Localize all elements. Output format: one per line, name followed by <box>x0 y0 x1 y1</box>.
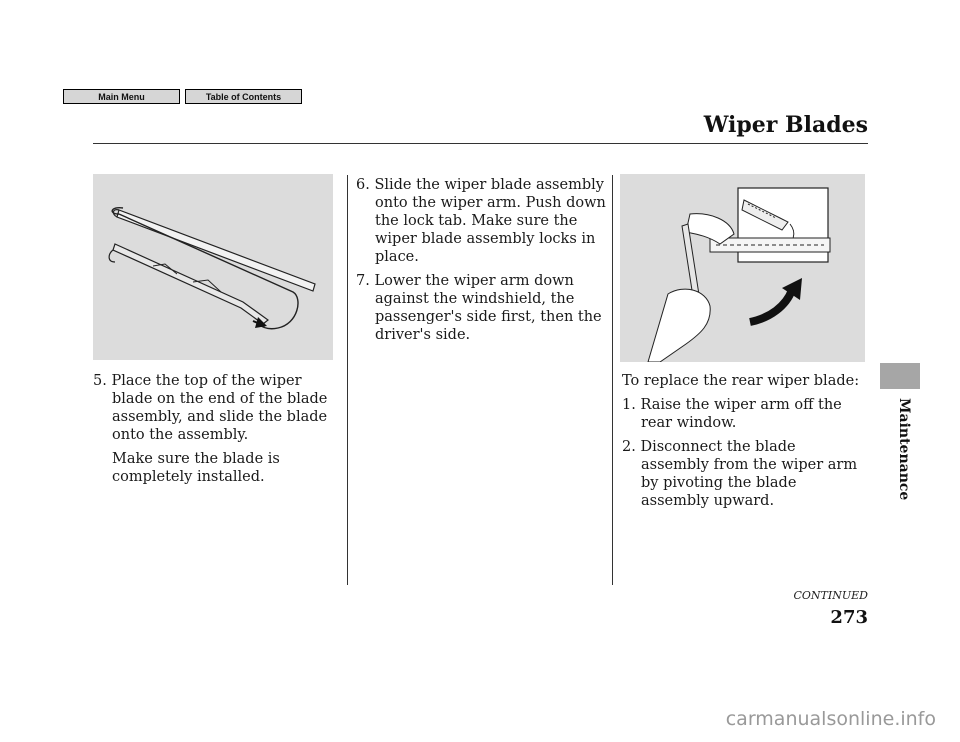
wiper-blade-illustration <box>93 174 333 360</box>
step-7: 7. Lower the wiper arm down against the windshield, the passenger's side first, then the driver's side. <box>356 273 602 343</box>
column-3-text <box>622 372 867 516</box>
step-2: 2. Disconnect the blade assembly from the wiper arm by pivoting the blade assembly upward. <box>622 439 858 509</box>
main-menu-button[interactable]: Main Menu <box>63 89 180 104</box>
wiper-blade-drawing <box>93 174 333 360</box>
column-divider <box>612 175 613 585</box>
rear-wiper-drawing <box>620 174 865 362</box>
step-1: 1. Raise the wiper arm off the rear window. <box>622 397 842 431</box>
section-tab <box>880 363 920 389</box>
rear-wiper-intro: To replace the rear wiper blade: <box>622 373 860 389</box>
column-divider <box>347 175 348 585</box>
install-note: Make sure the blade is completely installed. <box>112 451 280 485</box>
page-title: Wiper Blades <box>703 112 868 138</box>
continued-label: CONTINUED <box>793 589 868 602</box>
column-2-text <box>356 176 606 350</box>
rear-wiper-illustration <box>620 174 865 362</box>
column-1-text <box>93 372 338 486</box>
page-number: 273 <box>830 607 868 628</box>
step-5: 5. Place the top of the wiper blade on the end of the blade assembly, and slide the blade onto the assembly. <box>93 373 328 443</box>
header-rule <box>93 143 868 144</box>
step-6: 6. Slide the wiper blade assembly onto the wiper arm. Push down the lock tab. Make sure the wiper blade assembly locks in place. <box>356 177 606 265</box>
section-label: Maintenance <box>896 398 912 501</box>
watermark-url: carmanualsonline.info <box>725 708 936 730</box>
table-of-contents-button[interactable]: Table of Contents <box>185 89 302 104</box>
